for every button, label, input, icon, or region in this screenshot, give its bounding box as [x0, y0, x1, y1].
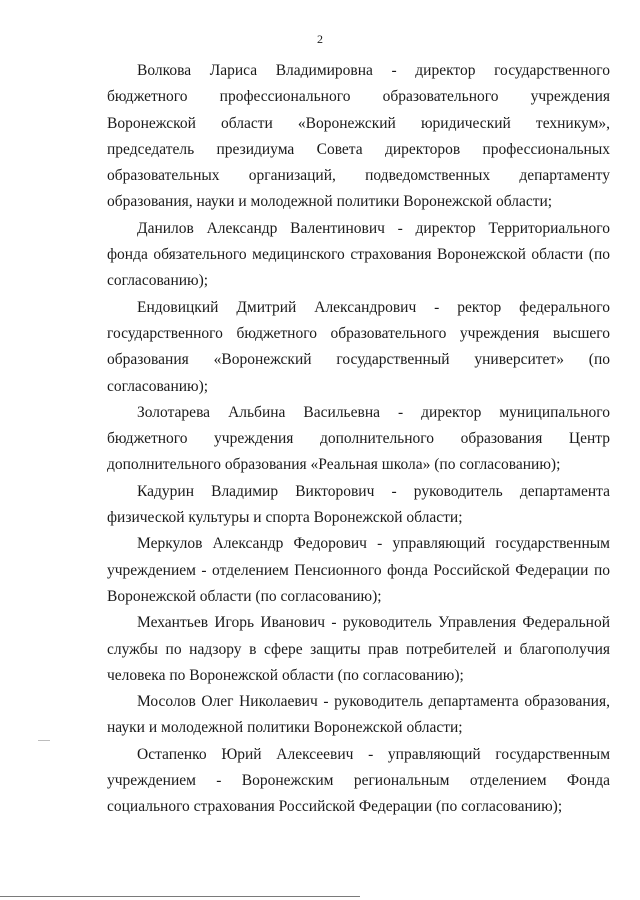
member-entry-mekhantyev: Механтьев Игорь Иванович - руководитель Управления Федеральной службы по надзору в сфере защиты прав потребителей и благополучия человека по Воронежской области (по согласованию);: [107, 614, 610, 684]
bottom-divider: [0, 896, 360, 897]
member-entry-ostapenko: Остапенко Юрий Алексеевич - управляющий государственным учреждением - Воронежским региональным отделением Фонда социального страхования Российской Федерации (по согласованию);: [107, 745, 610, 816]
page-number: 2: [317, 32, 323, 46]
member-entry-mosolov: Мосолов Олег Николаевич - руководитель департамента образования, науки и молодежной политики Воронежской области;: [107, 693, 610, 737]
scan-margin-mark: [38, 740, 50, 741]
member-entry-merkulov: Меркулов Александр Федорович - управляющий государственным учреждением - отделением Пенсионного фонда Российской Федерации по Воронежской области (по согласованию);: [107, 535, 610, 605]
member-entry-kadurin: Кадурин Владимир Викторович - руководитель департамента физической культуры и спорта Воронежской области;: [107, 482, 610, 527]
member-list: [107, 58, 610, 821]
member-entry-zolotareva: Золотарева Альбина Васильевна - директор муниципального бюджетного учреждения дополнительного образования Центр дополнительного образования «Реальная школа» (по согласованию);: [107, 403, 610, 474]
member-entry-volkova: Волкова Лариса Владимировна - директор государственного бюджетного профессионального образовательного учреждения Воронежской области «Воронежский юридический техникум», председатель президиума Совета директоров профессиональных образовательных организаций, подведомственных департаменту образования, науки и молодежной политики Воронежской области;: [107, 62, 610, 211]
member-entry-danilov: Данилов Александр Валентинович - директор Территориального фонда обязательного медицинского страхования Воронежской области (по согласованию);: [107, 219, 610, 290]
member-entry-endovitsky: Ендовицкий Дмитрий Александрович - ректор федерального государственного бюджетного образовательного учреждения высшего образования «Воронежский государственный университет» (по согласованию);: [107, 298, 610, 395]
